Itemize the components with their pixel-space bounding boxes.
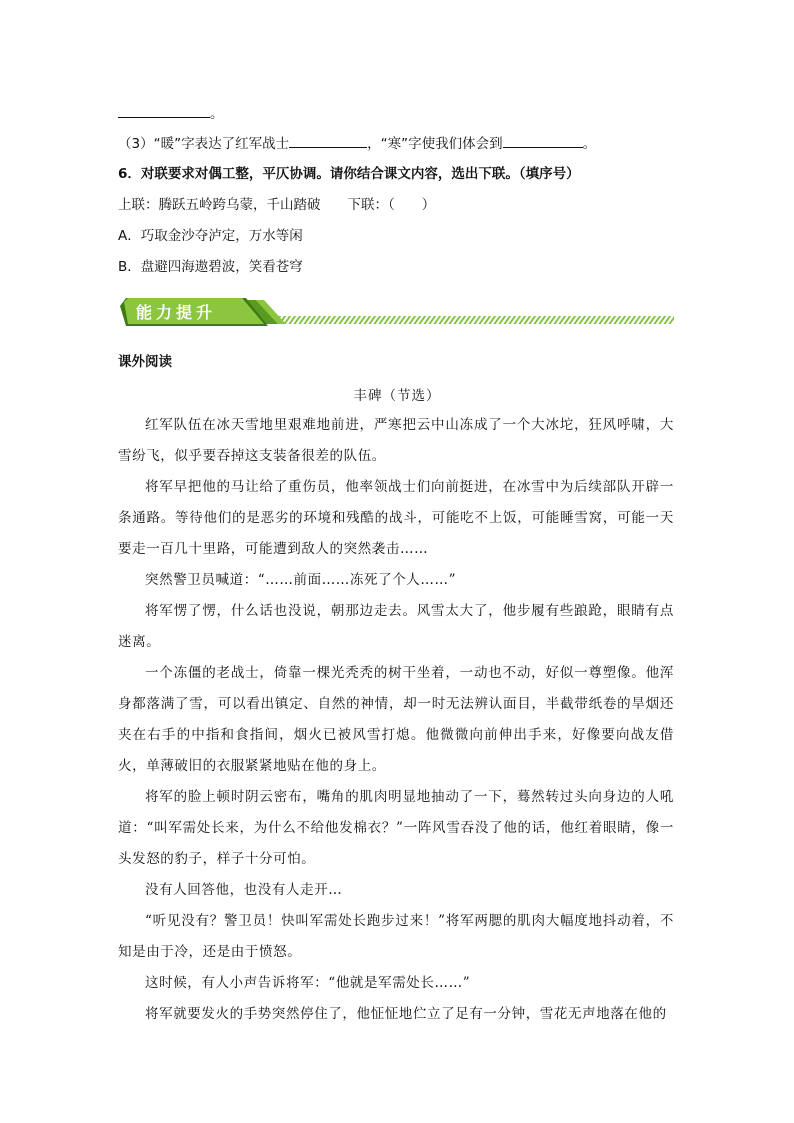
option-a: A．巧取金沙夺泸定，万水等闲 bbox=[118, 228, 303, 244]
section-banner bbox=[118, 296, 678, 332]
q3-blank-1[interactable] bbox=[289, 133, 367, 148]
paragraph-9: 这时候，有人小声告诉将军：“他就是军需处长……” bbox=[145, 975, 471, 991]
paragraph-10: 将军就要发火的手势突然停住了，他怔怔地伫立了足有一分钟，雪花无声地落在他的 bbox=[145, 1006, 667, 1022]
answer-blank[interactable] bbox=[118, 103, 210, 118]
answer-line: 。 bbox=[118, 103, 224, 124]
paragraph-7: 没有人回答他，也没有人走开… bbox=[145, 882, 343, 898]
q3-blank-2[interactable] bbox=[503, 133, 583, 148]
question-6: 6．对联要求对偶工整，平仄协调。请你结合课文内容，选出下联。（填序号） bbox=[118, 166, 580, 182]
question-3: （3）“暖”字表达了红军战士 ，“寒”字使我们体会到 。 bbox=[118, 133, 596, 154]
paragraph-2: 将军早把他的马让给了重伤员，他率领战士们向前挺进，在冰雪中为后续部队开辟一条通路。等待他们的是恶劣的环境和残酷的战斗，可能吃不上饭，可能睡雪窝，可能一天要走一百几十里路，可能遭到敌人的突然袭击…… bbox=[118, 479, 674, 557]
paragraph-4: 将军愣了愣，什么话也没说，朝那边走去。风雪太大了，他步履有些踉跄，眼睛有点迷离。 bbox=[118, 603, 674, 650]
banner-label: 能力提升 bbox=[136, 303, 217, 322]
couplet-line: 上联：腾跃五岭跨乌蒙，千山踏破 下联：（ ） bbox=[118, 197, 436, 213]
paragraph-8: “听见没有？警卫员！快叫军需处长跑步过来！”将军两腮的肌肉大幅度地抖动着，不知是由于冷，还是由于愤怒。 bbox=[118, 913, 674, 960]
section-title: 课外阅读 bbox=[118, 354, 172, 370]
article-title: 丰碑（节选） bbox=[353, 388, 441, 404]
paragraph-3: 突然警卫员喊道：“……前面……冻死了个人……” bbox=[145, 572, 457, 588]
paragraph-6: 将军的脸上顿时阴云密布，嘴角的肌肉明显地抽动了一下，蓦然转过头向身边的人吼道：“叫军需处长来，为什么不给他发棉衣？”一阵风雪吞没了他的话，他红着眼睛，像一头发怒的豹子，样子十分可怕。 bbox=[118, 789, 674, 867]
option-b: B．盘避四海遨碧波，笑看苍穹 bbox=[118, 259, 303, 275]
paragraph-5: 一个冻僵的老战士，倚靠一棵光秃秃的树干坐着，一动也不动，好似一尊塑像。他浑身都落满了雪，可以看出镇定、自然的神情，却一时无法辨认面目，半截带纸卷的旱烟还夹在右手的中指和食指间，烟火已被风雪打熄。他微微向前伸出手来，好像要向战友借火，单薄破旧的衣服紧紧地贴在他的身上。 bbox=[118, 665, 674, 774]
paragraph-1: 红军队伍在冰天雪地里艰难地前进，严寒把云中山冻成了一个大冰坨，狂风呼啸，大雪纷飞，似乎要吞掉这支装备很差的队伍。 bbox=[118, 417, 674, 464]
